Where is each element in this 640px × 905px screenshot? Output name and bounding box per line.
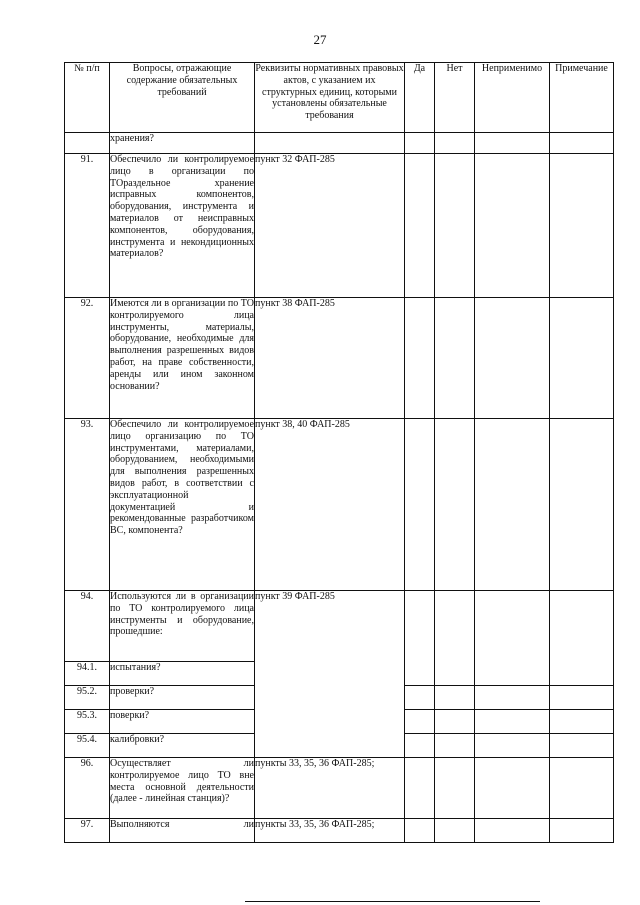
row-number: 95.4. bbox=[65, 734, 110, 758]
yes-cell[interactable] bbox=[405, 154, 435, 298]
row-question: Обеспечило ли контролируемое лицо в организации по ТОраздельное хранение исправных компонентов, оборудования, инструмента и материалов от неисправных компонентов, оборудования, инструмента и некондиционных материалов? bbox=[110, 154, 255, 298]
continued-question: хранения? bbox=[110, 133, 255, 154]
no-cell[interactable] bbox=[435, 710, 475, 734]
note-cell[interactable] bbox=[550, 819, 614, 843]
na-cell[interactable] bbox=[475, 734, 550, 758]
row-number: 94.1. bbox=[65, 662, 110, 686]
note-cell[interactable] bbox=[550, 154, 614, 298]
row-reference: пункт 38 ФАП-285 bbox=[255, 298, 405, 419]
no-cell[interactable] bbox=[435, 154, 475, 298]
no-cell[interactable] bbox=[435, 419, 475, 591]
row-question: поверки? bbox=[110, 710, 255, 734]
row-question: Обеспечило ли контролируемое лицо организацию по ТО инструментами, материалами, оборудованием, необходимыми для выполнения разрешенных видов работ, в соответствии с эксплуатационной документацией и рекомендованные разработчиком ВС, компонента? bbox=[110, 419, 255, 591]
na-cell[interactable] bbox=[475, 419, 550, 591]
table-row bbox=[65, 758, 614, 819]
row-number: 95.2. bbox=[65, 686, 110, 710]
note-cell[interactable] bbox=[550, 734, 614, 758]
note-cell[interactable] bbox=[550, 710, 614, 734]
yes-cell[interactable] bbox=[405, 710, 435, 734]
header-requisites: Реквизиты нормативных правовых актов, с указанием их структурных единиц, которыми установлены обязательные требования bbox=[255, 63, 405, 133]
row-reference: пункт 39 ФАП-285 bbox=[255, 591, 405, 758]
row-number: 97. bbox=[65, 819, 110, 843]
row-reference: пункт 32 ФАП-285 bbox=[255, 154, 405, 298]
row-number: 96. bbox=[65, 758, 110, 819]
no-cell[interactable] bbox=[435, 819, 475, 843]
row-question: Используются ли в организации по ТО контролируемого лица инструменты и оборудование, прошедшие: bbox=[110, 591, 255, 662]
table-row bbox=[65, 298, 614, 419]
header-questions: Вопросы, отражающие содержание обязательных требований bbox=[110, 63, 255, 133]
table-row bbox=[65, 154, 614, 298]
row-number: 91. bbox=[65, 154, 110, 298]
yes-cell[interactable] bbox=[405, 419, 435, 591]
na-cell[interactable] bbox=[475, 133, 550, 154]
header-not-applicable: Неприменимо bbox=[475, 63, 550, 133]
yes-cell[interactable] bbox=[405, 758, 435, 819]
note-cell[interactable] bbox=[550, 758, 614, 819]
table-row bbox=[65, 591, 614, 662]
header-note: Примечание bbox=[550, 63, 614, 133]
no-cell[interactable] bbox=[435, 686, 475, 710]
na-cell[interactable] bbox=[475, 686, 550, 710]
bottom-rule bbox=[245, 901, 540, 902]
row-question: проверки? bbox=[110, 686, 255, 710]
header-num: № п/п bbox=[65, 63, 110, 133]
na-cell[interactable] bbox=[475, 710, 550, 734]
row-number: 92. bbox=[65, 298, 110, 419]
row-question: испытания? bbox=[110, 662, 255, 686]
row-reference: пункт 38, 40 ФАП-285 bbox=[255, 419, 405, 591]
page-number: 27 bbox=[313, 32, 327, 47]
row-question: Выполняются ли bbox=[110, 819, 255, 843]
num-cell bbox=[65, 133, 110, 154]
yes-cell[interactable] bbox=[405, 591, 435, 686]
row-question: калибровки? bbox=[110, 734, 255, 758]
row-reference: пункты 33, 35, 36 ФАП-285; bbox=[255, 758, 405, 819]
na-cell[interactable] bbox=[475, 154, 550, 298]
note-cell[interactable] bbox=[550, 133, 614, 154]
yes-cell[interactable] bbox=[405, 819, 435, 843]
na-cell[interactable] bbox=[475, 591, 550, 686]
na-cell[interactable] bbox=[475, 298, 550, 419]
row-number: 95.3. bbox=[65, 710, 110, 734]
row-question: Осуществляет ли контролируемое лицо ТО вне места основной деятельности (далее - линейная станция)? bbox=[110, 758, 255, 819]
no-cell[interactable] bbox=[435, 298, 475, 419]
no-cell[interactable] bbox=[435, 758, 475, 819]
na-cell[interactable] bbox=[475, 758, 550, 819]
row-question: Имеются ли в организации по ТО контролируемого лица инструменты, материалы, оборудование, необходимые для выполнения разрешенных видов работ, на праве собственности, аренды или ином законном основании? bbox=[110, 298, 255, 419]
row-number: 93. bbox=[65, 419, 110, 591]
no-cell[interactable] bbox=[435, 591, 475, 686]
no-cell[interactable] bbox=[435, 734, 475, 758]
note-cell[interactable] bbox=[550, 591, 614, 686]
continued-row bbox=[65, 133, 614, 154]
note-cell[interactable] bbox=[550, 298, 614, 419]
yes-cell[interactable] bbox=[405, 734, 435, 758]
table-row bbox=[65, 819, 614, 843]
na-cell[interactable] bbox=[475, 819, 550, 843]
table-row bbox=[65, 419, 614, 591]
header-yes: Да bbox=[405, 63, 435, 133]
no-cell[interactable] bbox=[435, 133, 475, 154]
requirements-checklist-table bbox=[64, 62, 614, 843]
header-row bbox=[65, 63, 614, 133]
yes-cell[interactable] bbox=[405, 298, 435, 419]
header-no: Нет bbox=[435, 63, 475, 133]
row-number: 94. bbox=[65, 591, 110, 662]
row-reference: пункты 33, 35, 36 ФАП-285; bbox=[255, 819, 405, 843]
note-cell[interactable] bbox=[550, 419, 614, 591]
ref-cell bbox=[255, 133, 405, 154]
yes-cell[interactable] bbox=[405, 686, 435, 710]
note-cell[interactable] bbox=[550, 686, 614, 710]
yes-cell[interactable] bbox=[405, 133, 435, 154]
